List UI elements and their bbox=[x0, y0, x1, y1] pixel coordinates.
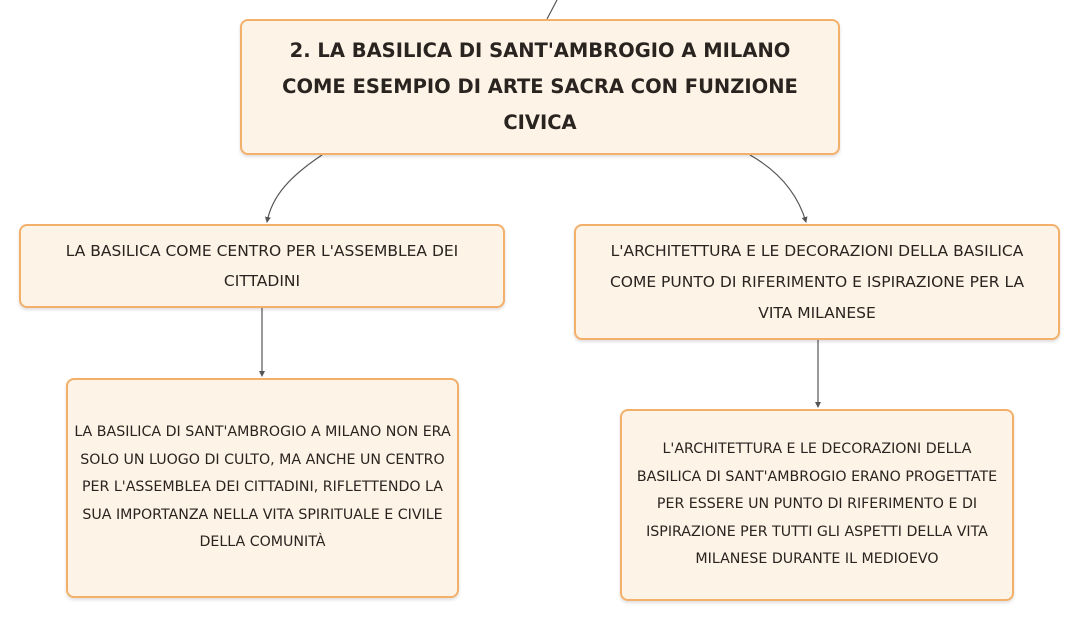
branch-node-label: L'ARCHITETTURA E LE DECORAZIONI DELLA BASILICA COME PUNTO DI RIFERIMENTO E ISPIRAZIONE PER LA VITA MILANESE bbox=[609, 241, 1025, 322]
branch-node-architecture[interactable] bbox=[574, 224, 1060, 340]
connector-root-to-right-branch bbox=[750, 155, 806, 222]
branch-node-assembly[interactable] bbox=[19, 224, 505, 308]
parent-connector bbox=[547, 0, 557, 19]
detail-node-architecture[interactable] bbox=[620, 409, 1014, 601]
detail-node-text: LA BASILICA DI SANT'AMBROGIO A MILANO NON ERA SOLO UN LUOGO DI CULTO, MA ANCHE UN CENTRO PER L'ASSEMBLEA DEI CITTADINI, RIFLETTENDO LA SUA IMPORTANZA NELLA VITA SPIRITUALE E CIVILE DELLA COMUNITÀ bbox=[74, 424, 451, 551]
branch-node-label: LA BASILICA COME CENTRO PER L'ASSEMBLEA DEI CITTADINI bbox=[65, 242, 459, 290]
root-topic-label: 2. LA BASILICA DI SANT'AMBROGIO A MILANO COME ESEMPIO DI ARTE SACRA CON FUNZIONE CIVICA bbox=[282, 39, 798, 134]
connector-root-to-left-branch bbox=[267, 155, 322, 222]
detail-node-assembly[interactable] bbox=[66, 378, 459, 598]
root-topic-node[interactable] bbox=[240, 19, 840, 155]
detail-node-text: L'ARCHITETTURA E LE DECORAZIONI DELLA BASILICA DI SANT'AMBROGIO ERANO PROGETTATE PER ESSERE UN PUNTO DI RIFERIMENTO E DI ISPIRAZIONE PER TUTTI GLI ASPETTI DELLA VITA MILANESE DURANTE IL MEDIOEVO bbox=[636, 441, 998, 568]
